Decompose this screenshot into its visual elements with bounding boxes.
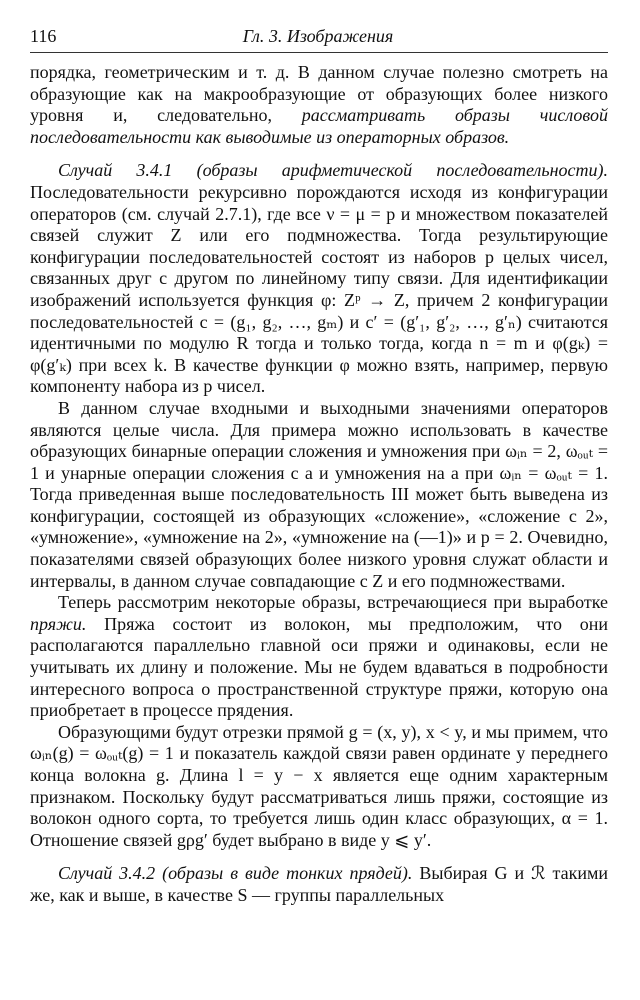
emphasized-text: рассматривать образы числовой последовательности как выводимые из операторных образов.: [30, 105, 608, 147]
case-heading: Случай 3.4.2 (образы в виде тонких прядей).: [58, 863, 413, 884]
page-header: [30, 26, 606, 50]
paragraph-operators: [30, 398, 608, 592]
page-body: [30, 62, 608, 907]
paragraph-text: Теперь рассмотрим некоторые образы, встречающиеся при выработке: [58, 592, 608, 613]
paragraph-yarn: [30, 592, 608, 722]
paragraph-continuation: [30, 62, 608, 148]
page-number: 116: [30, 26, 57, 46]
paragraph-case-3-4-1: [30, 160, 608, 398]
case-heading: Случай 3.4.1 (образы арифметической последовательности).: [58, 160, 608, 181]
paragraph-text: Образующими будут отрезки прямой g = (x, y), x < y, и мы примем, что ωᵢₙ(g) = ωₒᵤₜ(g) = 1 и показатель каждой связи равен ординате y переднего конца волокна g. Длина l = y − x является еще одним характерным признаком. Поскольку будут рассматриваться лишь пряжи, состоящие из волокон одного сорта, то требуется лишь один класс образующих, α = 1. Отношение связей gρg′ будет выбрано в виде y ⩽ y′.: [30, 721, 608, 850]
paragraph-text: Последовательности рекурсивно порождаются исходя из конфигурации операторов (см. случай 2.7.1), где все ν = μ = p и множеством показателей связей служит Z или его подмножества. Тогда результирующие конфигурации последовательностей состоят из наборов p целых чисел, связанных друг с другом по линейному типу связи. Для идентификации изображений используется функция φ: Zᵖ → Z, причем 2 конфигурации последовательностей c = (g₁, g₂, …, gₘ) и c′ = (g′₁, g′₂, …, g′ₙ) считаются идентичными по модулю R тогда и только тогда, когда n = m и φ(gₖ) = φ(g′ₖ) при всех k. В качестве функции φ можно взять, например, первую компоненту набора из p чисел.: [30, 181, 608, 397]
paragraph-text-tail: Пряжа состоит из волокон, мы предположим, что они располагаются параллельно главной оси пряжи и одинаковы, если не учитывать их длину и положение. Мы не будем вдаваться в подробности интересного вопроса о пространственной структуре пряжи, которую она приобретает в процессе прядения.: [30, 613, 608, 721]
paragraph-text: Выбирая G и ℛ такими же, как и выше, в качестве S — группы параллельных: [30, 863, 608, 905]
running-title: Гл. 3. Изображения: [242, 26, 394, 46]
paragraph-case-3-4-2: [30, 863, 608, 906]
paragraph-text: порядка, геометрическим и т. д. В данном случае полезно смотреть на образующие как на макрообразующие от образующих более низкого уровня и, следовательно,: [30, 62, 608, 126]
header-rule: [30, 52, 608, 53]
paragraph-text: В данном случае входными и выходными значениями операторов являются целые числа. Для примера можно использовать в качестве образующих бинарные операции сложения и умножения при ωᵢₙ = 2, ωₒᵤₜ = 1 и унарные операции сложения с a и умножения на a при ωᵢₙ = ωₒᵤₜ = 1. Тогда приведенная выше последовательность III может быть выведена из конфигурации, состоящей из образующих «сложение», «сложение с 2», «умножение», «умножение на 2», «умножение на (—1)» и p = 2. Очевидно, показателями связей образующих более низкого уровня служат области и интервалы, в данном случае совпадающие с Z и его подмножествами.: [30, 397, 608, 591]
emphasized-text: пряжи.: [30, 613, 87, 634]
paragraph-generators: [30, 722, 608, 852]
